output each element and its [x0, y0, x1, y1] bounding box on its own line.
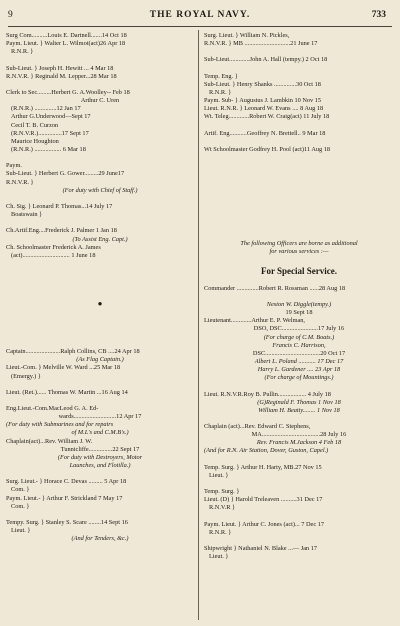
spacer [204, 154, 394, 240]
spacer [204, 138, 394, 146]
spacer [204, 480, 394, 488]
entry-line: Wt Schoolmaster Godfrey H. Pool (act)11 Aug 18 [204, 145, 331, 153]
spacer [204, 513, 394, 521]
entry-line: Ch.Artif.Eng....Frederick J. Palmer 1 Jan 18 [6, 227, 117, 235]
entry-line: (For duty with Chief of Staff.) [62, 186, 138, 194]
entry-line: Paym. [6, 162, 22, 170]
entry-line: Sub-Lieut. } Herbert G. Gower.........29 June17 [6, 170, 125, 178]
entry-line: Francis C. Harrison, [272, 341, 326, 349]
entry-line: Cecil T. B. Curzon [11, 121, 59, 129]
entry-line: Temp. Surg. } Arthur H. Harty, MB.27 Nov 15 [204, 463, 322, 471]
spacer [6, 397, 194, 405]
entry-line: William H. Beatty........ 1 Nov 18 [258, 406, 340, 414]
entry-line: R.N.V.R. } MB .............................21 June 17 [204, 40, 318, 48]
entry-line: 19 Sept 18 [285, 309, 313, 317]
spacer [6, 56, 194, 64]
entry-line: R.N.R. } [209, 528, 232, 536]
left-column [6, 32, 194, 543]
entry-line: Tempy. Surg. } Stanley S. Scare ........14 Sept 16 [6, 519, 128, 527]
entry-line: Lieut. } [11, 527, 31, 535]
entry-line: DSO, DSC.......................17 July 16 [253, 325, 345, 333]
spacer [6, 381, 194, 389]
entry-line: of M.L's and C.M.B's.) [71, 429, 129, 437]
entry-line: R.N.R. } [209, 88, 232, 96]
spacer [204, 382, 394, 390]
entry-line: (For charge of Mountings.) [264, 374, 334, 382]
entry-line: Lieut. (Ret.)...... Thomas W. Martin ...16 Aug 14 [6, 388, 128, 396]
entry-line: Paym. Lieut.- } Arthur F. Strickland 7 May 17 [6, 494, 123, 502]
entry-line: R.N.V.R. } [6, 178, 34, 186]
entry-line: Lieut. } [209, 471, 229, 479]
entry-line: Sub-Lieut.............John A. Hall (tempy.) 2 Oct 18 [204, 56, 328, 64]
entry-line: for various services :— [269, 248, 329, 256]
ink-mark: ● [97, 299, 103, 308]
entry-line: Lieut.-Com. } Melville W. Ward ...25 Mar 18 [6, 364, 121, 372]
entry-line: (R.N.R.) ................. 6 Mar 18 [11, 145, 86, 153]
spacer [6, 511, 194, 519]
entry-line: Temp. Eng. } [204, 72, 238, 80]
spacer [6, 81, 194, 89]
entry-line: wards...........................12 Apr 17 [58, 413, 142, 421]
entry-line: Launches, and Flotilla.) [69, 462, 131, 470]
spacer [204, 122, 394, 130]
entry-line: Wt. Teleg.............Robert W. Craig(act) 11 July 18 [204, 113, 330, 121]
entry-line: Com. } [11, 502, 30, 510]
entry-line: Albert L. Poland ........... 17 Dec 17 [254, 357, 344, 365]
section-heading: For Special Service. [260, 265, 338, 276]
entry-line: Paym. Lieut. } Arthur C. Jones (act)... 7 Dec 17 [204, 520, 325, 528]
entry-line: (For duty with Submarines and for repairs [6, 421, 114, 429]
entry-line: Temp. Surg. } [204, 488, 240, 496]
entry-line: R.N.R. } [11, 48, 34, 56]
entry-line: (For duty with Destroyers, Motor [57, 453, 143, 461]
entry-line: Lieut. } [209, 553, 229, 561]
entry-line: Eng.Lieut.-Com.MacLeod G. A. Ed- [6, 405, 99, 413]
entry-line: Surg. Lieut. } William N. Pickles, [204, 32, 290, 39]
entry-line: Tunnicliffe...............22 Sept 17 [60, 445, 140, 453]
entry-line: Lieut. (D) } Harold Treleaven ..........31 Dec 17 [204, 496, 323, 504]
entry-line: Arthur C. Uren [80, 97, 120, 105]
spacer [204, 415, 394, 423]
entry-line: R.N.V.R. } Reginald M. Lepper...28 Mar 18 [6, 72, 117, 80]
entry-line: Surg. Lieut.- } Horace C. Devas ......... 5 Apr 18 [6, 478, 127, 486]
entry-line: Rev. Francis M.Jackson 4 Feb 18 [256, 439, 342, 447]
spacer [6, 219, 194, 227]
entry-line: Arthur G.Underwood—Sept 17 [11, 113, 91, 121]
entry-line: (And for Tenders, &c.) [71, 535, 129, 543]
entry-line: Ch. Sig. } Leonard P. Thomas...14 July 17 [6, 202, 113, 210]
entry-line: Lieut. R.N.V.R.Roy B. Pullin.................. 4 July 18 [204, 390, 331, 398]
right-column [204, 32, 394, 561]
entry-line: Paym. Lieut. } Walter L. Wilmot(act)26 Apr 18 [6, 40, 126, 48]
entry-line: Paym. Sub- } Augustus J. Lambkin 10 Nov 15 [204, 97, 322, 105]
column-divider [198, 30, 199, 620]
entry-line: (R.N.V.R.)...............17 Sept 17 [11, 129, 89, 137]
page-header [0, 10, 400, 24]
spacer [204, 256, 394, 264]
entry-line: (And for R.N. Air Station, Dover, Guston, Capel.) [204, 447, 329, 455]
entry-line: (For charge of C.M. Boats.) [263, 333, 335, 341]
page-number: 733 [371, 10, 386, 20]
entry-line: (act).............................. 1 June 18 [11, 251, 96, 259]
header-rule [8, 26, 392, 27]
entry-line: Lieut. R.N.R. } Leonard W. Evans .... 8 Aug 18 [204, 105, 324, 113]
entry-line: MA.....................................28 July 16 [251, 431, 347, 439]
spacer [204, 537, 394, 545]
spacer [6, 154, 194, 162]
spacer [204, 48, 394, 56]
entry-line: (R.N.R.) ..............12 Jan 17 [11, 105, 81, 113]
header-left-mark: 9 [8, 10, 13, 20]
entry-line: Commander ..............Robert R. Rossman ......28 Aug 18 [204, 284, 346, 292]
entry-line: Surg Com..........Louis E. Dartnell.......14 Oct 18 [6, 32, 127, 39]
spacer [204, 277, 394, 285]
page-title: THE ROYAL NAVY. [149, 10, 251, 20]
entry-line: Lieutenant.............Arthur E. P. Welman, [204, 317, 305, 325]
entry-line: Artif. Eng...........Geoffrey N. Brettell.. 9 Mar 18 [204, 129, 326, 137]
spacer [6, 260, 194, 300]
entry-line: Chaplain (act)...Rev. Edward C. Stephens, [204, 423, 311, 431]
entry-line: Harry L. Gardener .... 23 Apr 18 [257, 366, 341, 374]
entry-line: Boatswain } [11, 211, 43, 219]
spacer [6, 195, 194, 203]
entry-line: Sub-Lieut. } Henry Shanks ..............30 Oct 18 [204, 80, 321, 88]
entry-line: Ch. Schoolmaster Frederick A. James [6, 243, 101, 251]
entry-line: (As Flag Captain.) [76, 356, 124, 364]
spacer [6, 308, 194, 348]
entry-line: (G)Reginald F. Thomas 1 Nov 18 [257, 398, 341, 406]
spacer [204, 293, 394, 301]
spacer [6, 470, 194, 478]
entry-line: DSC...................................20 Oct 17 [252, 349, 346, 357]
entry-line: Sub-Lieut. } Joseph H. Hewitt ... 4 Mar 18 [6, 64, 114, 72]
spacer [204, 65, 394, 73]
entry-line: Captain......................Ralph Collins, CB ....24 Apr 18 [6, 348, 140, 356]
entry-line: Neston W. Diggle(tempy.) [266, 300, 332, 308]
entry-line: (Emergy.) } [11, 372, 41, 380]
spacer [204, 456, 394, 464]
entry-line: R.N.V.R } [209, 504, 236, 512]
entry-line: Maurice Houghton [11, 137, 59, 145]
entry-line: (To Assist Eng. Capt.) [72, 235, 128, 243]
entry-line: Clerk to Sec.........Herbert G. A.Woolley-- Feb 18 [6, 88, 130, 96]
entry-line: Com. } [11, 486, 30, 494]
entry-line: Shipwright } Nathaniel N. Blake ...— Jan 17 [204, 545, 318, 553]
entry-line: Chaplain(act)...Rev. William J. W. [6, 437, 93, 445]
entry-line: The following Officers are borne as additional [240, 240, 358, 248]
